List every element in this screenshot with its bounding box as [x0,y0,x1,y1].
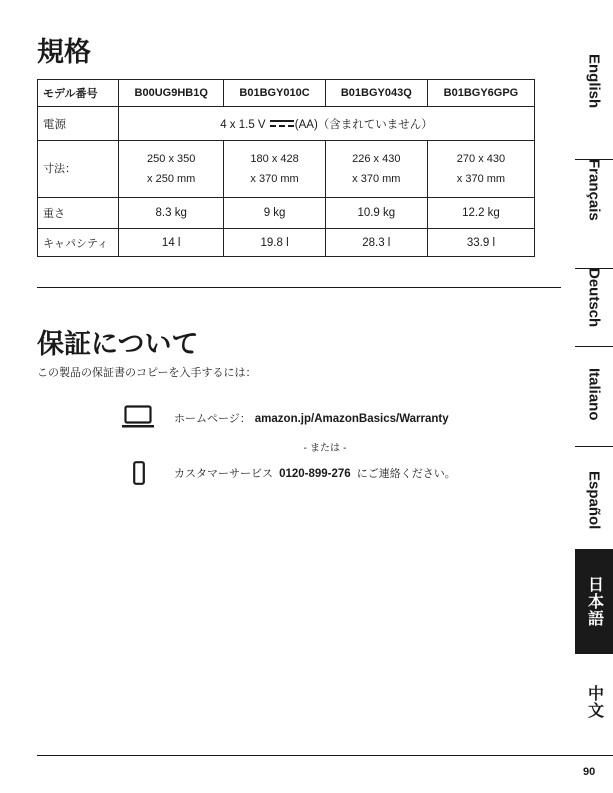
tab-divider [575,446,613,447]
header-model-1: B00UG9HB1Q [119,80,224,107]
warranty-intro: この製品の保証書のコピーを入手するには： [37,366,257,379]
tab-francais[interactable] [575,155,613,225]
tab-deutsch[interactable] [575,262,613,334]
customer-service-note: にご連絡ください。 [356,467,456,480]
header-model-4: B01BGY6GPG [427,80,534,107]
tab-italiano-label: Italiano [585,367,603,421]
capacity-label: キャパシティ [38,229,119,257]
warranty-url-link[interactable]: amazon.jp/AmazonBasics/Warranty [254,413,449,425]
tab-english-label: English [585,53,603,109]
weight-cell: 10.9 kg [325,198,427,229]
power-label: 電源 [38,107,119,141]
section-divider [37,287,561,288]
tab-espanol-label: Español [585,470,603,530]
table-row-weight [38,198,535,229]
warranty-web-line [174,410,449,426]
footer-divider [37,755,613,756]
header-model-2: B01BGY010C [224,80,325,107]
specs-table [37,79,535,257]
power-battery-note: (AA)（含まれていません） [294,118,433,131]
tab-japanese[interactable] [575,549,613,654]
capacity-cell: 33.9 l [427,229,534,257]
tab-francais-label: Français [585,159,603,221]
dimensions-cell: 180 x 428 x 370 mm [224,141,325,198]
weight-cell: 9 kg [224,198,325,229]
power-voltage: 4 x 1.5 V [220,118,266,131]
customer-service-label: カスタマーサービス [174,467,273,480]
weight-label: 重さ [38,198,119,229]
tab-deutsch-label: Deutsch [585,268,603,328]
header-model-number: モデル番号 [38,80,119,107]
tab-divider [575,346,613,347]
web-label: ホームページ： [174,412,251,425]
dimensions-cell: 250 x 350 x 250 mm [119,141,224,198]
tab-chinese-label: 中文 [585,685,603,719]
tab-chinese[interactable] [575,676,613,728]
dimensions-cell: 226 x 430 x 370 mm [325,141,427,198]
capacity-cell: 28.3 l [325,229,427,257]
customer-service-phone[interactable]: 0120-899-276 [279,468,351,480]
dimensions-label: 寸法： [38,141,119,198]
or-separator: - または - [303,443,347,454]
weight-cell: 8.3 kg [119,198,224,229]
header-model-3: B01BGY043Q [325,80,427,107]
tab-espanol[interactable] [575,460,613,540]
dimensions-cell: 270 x 430 x 370 mm [427,141,534,198]
dc-power-symbol-icon [270,120,294,128]
table-row-power [38,107,535,141]
table-row-header [38,80,535,107]
page-number: 90 [583,766,596,778]
laptop-icon [122,405,154,429]
capacity-cell: 19.8 l [224,229,325,257]
customer-service-line [174,465,456,481]
tab-english[interactable] [575,50,613,112]
table-row-capacity [38,229,535,257]
specs-title: 規格 [37,37,91,68]
table-row-dimensions [38,141,535,198]
power-value [119,107,535,141]
tab-japanese-label: 日本語 [585,576,603,627]
tab-italiano[interactable] [575,358,613,430]
weight-cell: 12.2 kg [427,198,534,229]
phone-icon [133,461,145,485]
warranty-title: 保証について [37,329,199,360]
capacity-cell: 14 l [119,229,224,257]
